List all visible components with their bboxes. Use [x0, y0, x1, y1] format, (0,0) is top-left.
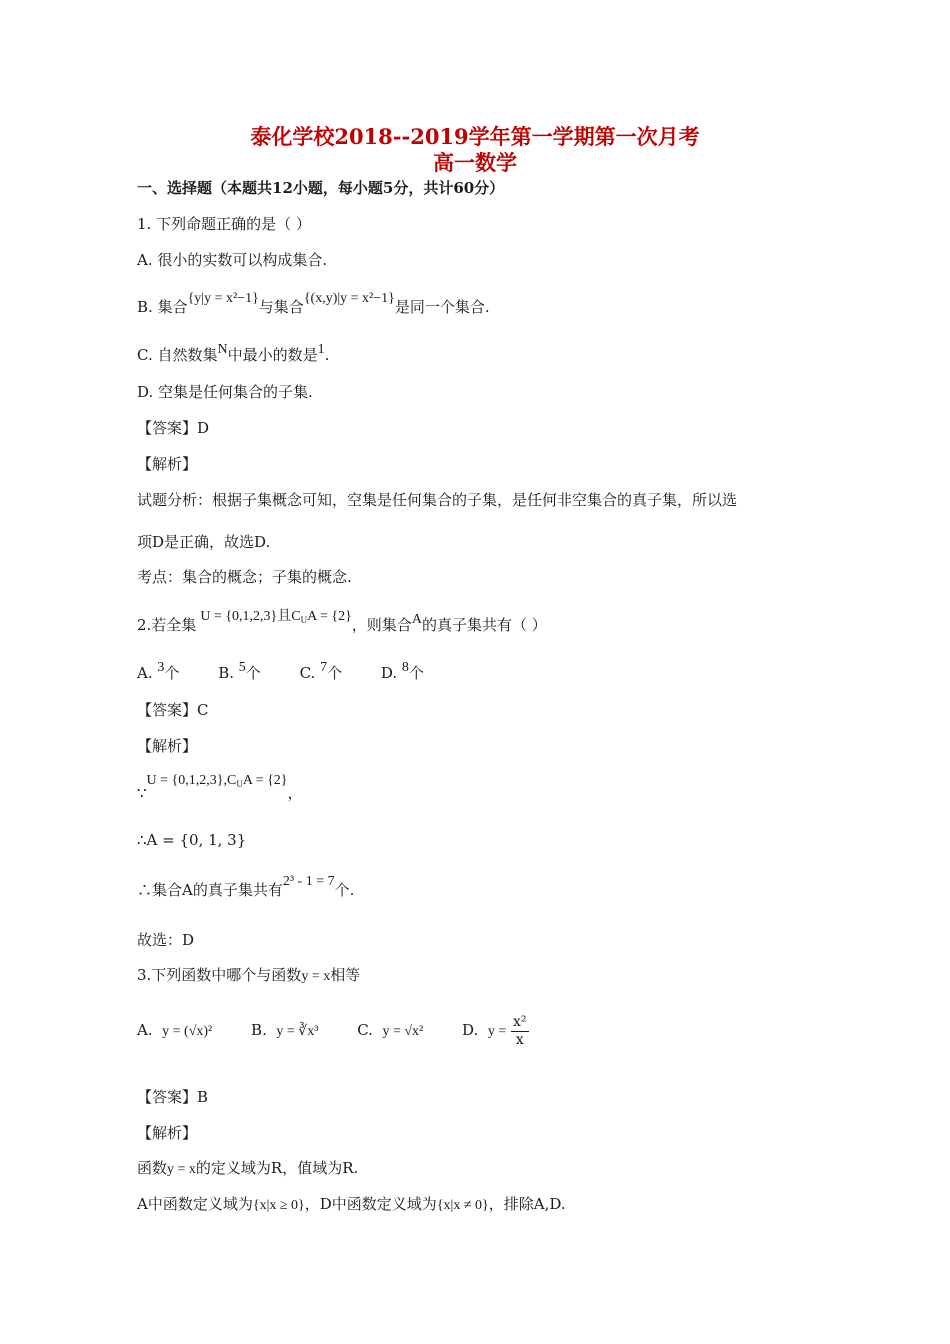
q3-d-fraction: $\frac{\text{x²}}{x}$: [513, 1013, 527, 1048]
q1-answer: 【答案】D: [137, 419, 210, 437]
q3-analysis-heading: 【解析】: [137, 1124, 198, 1142]
q2-stem-pre: 2.若全集: [137, 616, 197, 634]
q2-therefore-count: ∴集合A的真子集共有2³ - 1 = 7个.: [137, 874, 355, 899]
q2-stem-A: A: [411, 612, 422, 627]
section-heading: 一、选择题（本题共12小题，每小题5分，共计60分）: [137, 179, 505, 197]
q3-option-a: A. y = (√x)²: [137, 1021, 213, 1039]
q1-b-set1: {y|y = x²−1}: [187, 291, 259, 306]
q1-analysis-line1: 试题分析：根据子集概念可知，空集是任何集合的子集，是任何非空集合的真子集，所以选: [137, 491, 738, 509]
q1-c-val: 1: [317, 342, 325, 357]
q3-stem: 3.下列函数中哪个与函数y = x相等: [137, 966, 361, 984]
q2-choose: 故选：D: [137, 931, 195, 949]
because-symbol: ∵: [137, 784, 147, 802]
document-title: 泰化学校2018--2019学年第一学期第一次月考: [250, 124, 700, 149]
q3-option-c: C. y = √x²: [357, 1021, 424, 1039]
q2-option-c: C. 7个: [299, 660, 343, 682]
q1-option-c: [137, 342, 330, 367]
q3-option-d: D. y = $\frac{\text{x²}}{x}$: [462, 1013, 527, 1048]
q2-options: [137, 660, 458, 685]
q1-knowledge-point: 考点：集合的概念；子集的概念.: [137, 568, 352, 586]
q1-option-b: [137, 291, 490, 319]
q2-analysis-heading: 【解析】: [137, 737, 198, 755]
q1-b-set2: {(x,y)|y = x²−1}: [303, 291, 395, 306]
q1-b-post: 是同一个集合.: [394, 298, 490, 316]
q2-stem: [137, 609, 547, 637]
q2-option-d: D. 8个: [380, 660, 424, 682]
q1-c-sym: N: [217, 342, 228, 357]
q1-stem: 1. 下列命题正确的是（ ）: [137, 215, 311, 233]
q1-option-d: D. 空集是任何集合的子集.: [137, 383, 313, 401]
q2-option-b: B. 5个: [218, 660, 261, 682]
q1-option-a: A. 很小的实数可以构成集合.: [137, 251, 328, 269]
q2-stem-post: 的真子集共有（ ）: [421, 616, 547, 634]
q3-analysis-line1: 函数y = x的定义域为R，值域为R.: [137, 1159, 359, 1177]
q3-answer: 【答案】B: [137, 1088, 209, 1106]
q2-stem-math: U = {0,1,2,3}且$C_UA = \{2\}$: [200, 609, 352, 625]
q1-c-mid: 中最小的数是: [227, 346, 318, 364]
document-subtitle: 高一数学: [433, 150, 517, 175]
q1-b-pre: B. 集合: [137, 298, 188, 316]
q2-count-math: 2³ - 1 = 7: [282, 874, 335, 889]
q1-c-pre: C. 自然数集: [137, 346, 218, 364]
q2-option-a: A. 3个: [137, 660, 180, 682]
q2-because-line: ∵U = $\{0,1,2,3\},C_UA = \{2\}$，: [137, 773, 303, 802]
q1-c-post: .: [324, 346, 330, 364]
q3-analysis-line2: A中函数定义域为{x|x ≥ 0}，D中函数定义域为{x|x ≠ 0}，排除A,D.: [137, 1195, 566, 1213]
q2-therefore-a: ∴A = {0, 1, 3}: [137, 831, 247, 849]
q1-analysis-heading: 【解析】: [137, 455, 198, 473]
q2-answer: 【答案】C: [137, 701, 209, 719]
q1-analysis-line2: 项D是正确，故选D.: [137, 533, 271, 551]
q3-stem-math: y = x: [301, 969, 331, 984]
q3-option-b: B. y = ∛x³: [251, 1021, 319, 1039]
q2-stem-mid: ，则集合: [351, 616, 412, 634]
q1-b-mid: 与集合: [258, 298, 304, 316]
q2-because-math: $U = \{0,1,2,3\},C_UA = \{2\}$: [146, 773, 288, 789]
q3-options: [137, 1008, 563, 1052]
